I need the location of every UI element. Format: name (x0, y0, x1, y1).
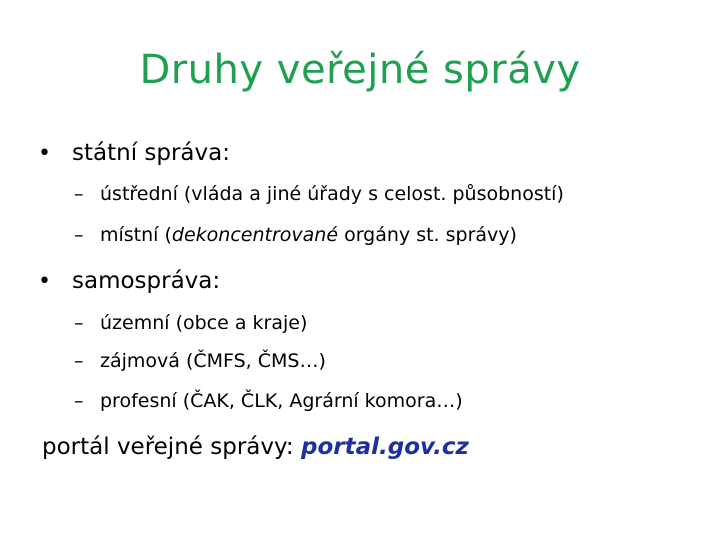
subitem-prefix: místní ( (100, 224, 172, 246)
subitem-text: zájmová (ČMFS, ČMS…) (100, 350, 326, 372)
subitem-central (74, 181, 564, 207)
portal-link[interactable]: portal.gov.cz (300, 434, 469, 460)
dash-icon: – (74, 224, 84, 246)
slide-title: Druhy veřejné správy (139, 47, 581, 93)
portal-line (42, 432, 469, 462)
bullet-item-state-administration (38, 138, 230, 169)
bullet-label: státní správa: (72, 140, 230, 166)
subitem-professional (74, 388, 463, 414)
dash-icon: – (74, 390, 84, 412)
portal-label: portál veřejné správy: (42, 434, 301, 460)
subitem-interest (74, 348, 326, 374)
dash-icon: – (74, 350, 84, 372)
subitem-local (74, 222, 517, 248)
dash-icon: – (74, 312, 84, 334)
bullet-item-self-government (38, 266, 220, 297)
bullet-icon: • (38, 269, 51, 294)
subitem-text: územní (obce a kraje) (100, 312, 308, 334)
bullet-icon: • (38, 141, 51, 166)
subitem-suffix: orgány st. správy) (338, 224, 517, 246)
subitem-emphasis: dekoncentrované (171, 224, 339, 246)
subitem-text: profesní (ČAK, ČLK, Agrární komora…) (100, 390, 463, 412)
dash-icon: – (74, 183, 84, 205)
subitem-territorial (74, 310, 307, 336)
bullet-label: samospráva: (72, 268, 221, 294)
subitem-text: ústřední (vláda a jiné úřady s celost. působností) (100, 183, 564, 205)
